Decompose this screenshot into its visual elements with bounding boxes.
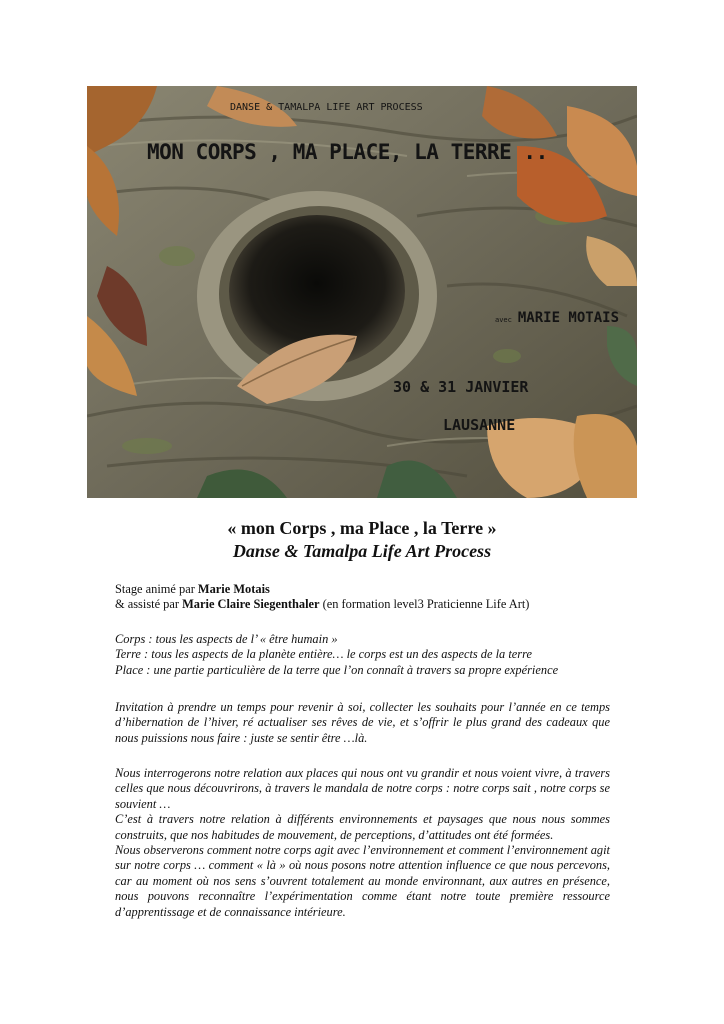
credits-line-1-prefix: Stage animé par (115, 582, 198, 596)
description-line-1: Nous interrogerons notre relation aux places qui nous ont vu grandir et nous voient vivre, à travers celles que nous découvrirons, à travers le mandala de notre corps : notre corps sait , notre corps se souvient … (115, 766, 610, 811)
credits-line-1 (115, 582, 610, 597)
poster-image (87, 86, 637, 498)
description-line-3: Nous observerons comment notre corps agit avec l’environnement et comment l’environnement agit sur notre corps … comment « là » où nous posons notre attention influence ce que nous percevons, car au moment où nos sens s’ouvrent totalement au monde environnant, aux autres en présence, nous pouvons reconnaître l’expérimentation comme étant notre toute première ressource d’apprentissage et de connaissance intérieure. (115, 843, 610, 919)
poster-avec-prefix: avec (495, 316, 512, 324)
definition-place: Place : une partie particulière de la terre que l’on connaît à travers sa propre expérience (115, 662, 559, 677)
assistant-name: Marie Claire Siegenthaler (182, 597, 320, 612)
description-paragraph (115, 766, 610, 920)
definition-terre: Terre : tous les aspects de la planète entière… le corps est un des aspects de la terre (115, 647, 532, 662)
invitation-paragraph: Invitation à prendre un temps pour revenir à soi, collecter les souhaits pour l’année en ce temps d’hibernation de l’hiver, ré actualiser ses rêves de vie, et s’offrir le plus grand des cadeaux que nous puissions nous faire : juste se sentir être …là. (115, 700, 610, 745)
definitions (115, 632, 610, 678)
poster-avec (495, 310, 619, 326)
credits-line-2-suffix: (en formation level3 Praticienne Life Art) (319, 597, 530, 612)
facilitator-name: Marie Motais (197, 582, 270, 596)
credits-line-2 (115, 597, 610, 612)
credits (115, 582, 610, 613)
poster-dates: 30 & 31 JANVIER (393, 378, 529, 396)
document-title: « mon Corps , ma Place , la Terre » (227, 518, 497, 538)
document-subtitle: Danse & Tamalpa Life Art Process (232, 541, 492, 561)
poster-subtitle: DANSE & TAMALPA LIFE ART PROCESS (230, 102, 423, 113)
poster-city: LAUSANNE (443, 416, 516, 434)
poster-title: MON CORPS , MA PLACE, LA TERRE .. (147, 140, 548, 164)
credits-line-2-prefix: & assisté par (115, 597, 183, 612)
definition-corps: Corps : tous les aspects de l’ « être humain » (115, 632, 338, 646)
description-line-2: C’est à travers notre relation à différents environnements et paysages que nous nous sommes construits, que nos habitudes de mouvement, de perceptions, d’attitudes ont été formées. (115, 812, 610, 842)
poster-avec-name: MARIE MOTAIS (517, 310, 620, 326)
